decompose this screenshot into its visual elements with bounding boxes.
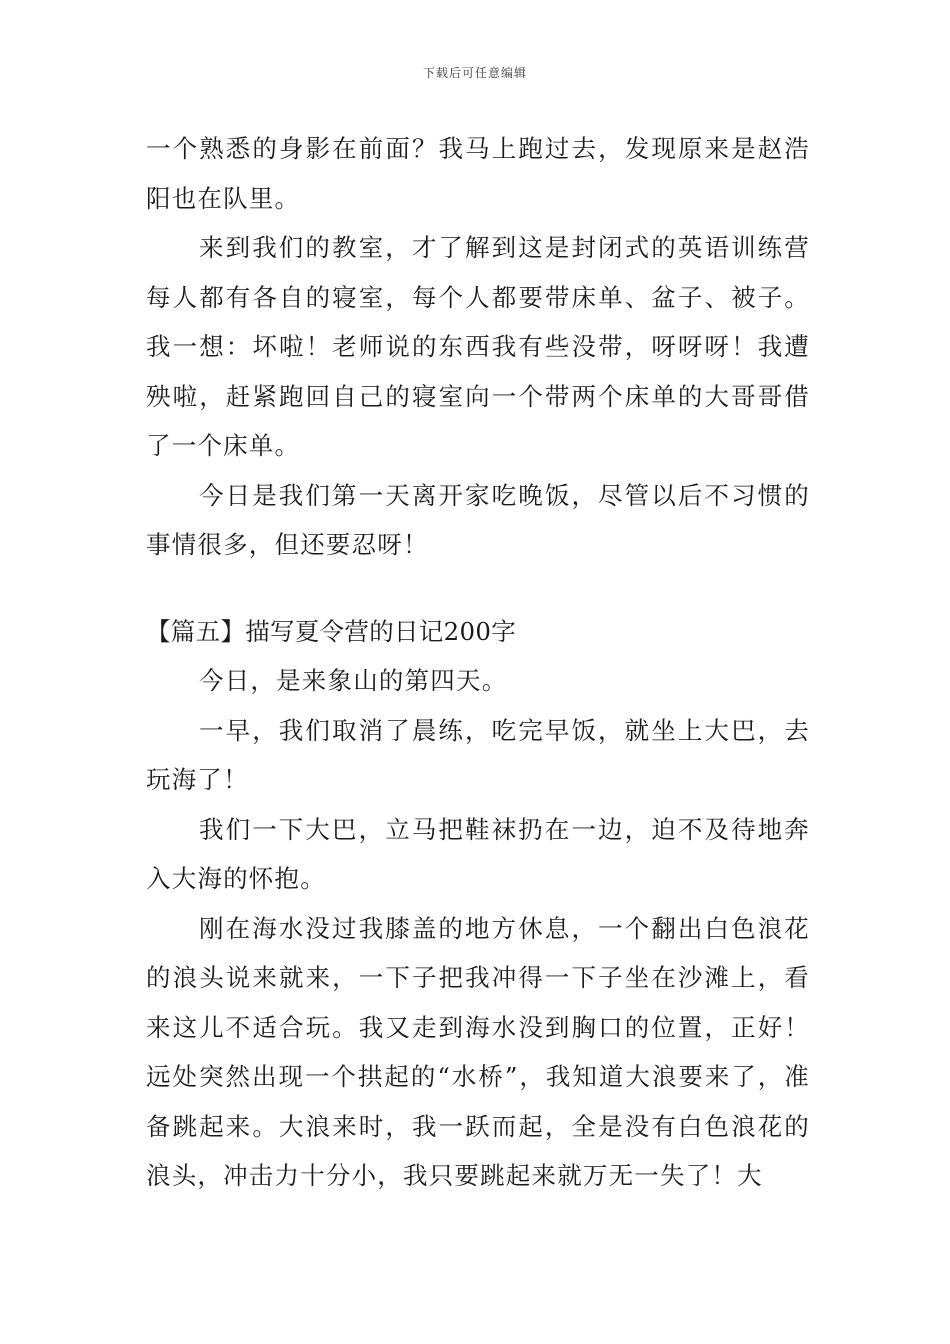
document-body [146, 124, 810, 1201]
paragraph: 来到我们的教室，才了解到这是封闭式的英语训练营每人都有各自的寝室，每个人都要带床单、盆子、被子。我一想：坏啦！老师说的东西我有些没带，呀呀呀！我遭殃啦，赶紧跑回自己的寝室向一个带两个床单的大哥哥借了一个床单。 [146, 233, 810, 460]
paragraph: 一早，我们取消了晨练，吃完早饭，就坐上大巴，去玩海了！ [146, 715, 810, 794]
section-heading: 【篇五】描写夏令营的日记200字 [146, 616, 517, 646]
paragraph: 刚在海水没过我膝盖的地方休息，一个翻出白色浪花的浪头说来就来，一下子把我冲得一下子坐在沙滩上，看来这儿不适合玩。我又走到海水没到胸口的位置，正好！远处突然出现一个拱起的“水桥”，我知道大浪要来了，准备跳起来。大浪来时，我一跃而起，全是没有白色浪花的浪头，冲击力十分小，我只要跳起来就万无一失了！大 [146, 913, 810, 1190]
paragraph: 今日，是来象山的第四天。 [199, 666, 508, 695]
paragraph: 今日是我们第一天离开家吃晚饭，尽管以后不习惯的事情很多，但还要忍呀！ [146, 480, 810, 559]
header-note: 下载后可任意编辑 [422, 66, 527, 80]
paragraph: 一个熟悉的身影在前面？我马上跑过去，发现原来是赵浩阳也在队里。 [146, 134, 810, 213]
paragraph: 我们一下大巴，立马把鞋袜扔在一边，迫不及待地奔入大海的怀抱。 [146, 814, 810, 893]
section-spacer [146, 570, 810, 607]
